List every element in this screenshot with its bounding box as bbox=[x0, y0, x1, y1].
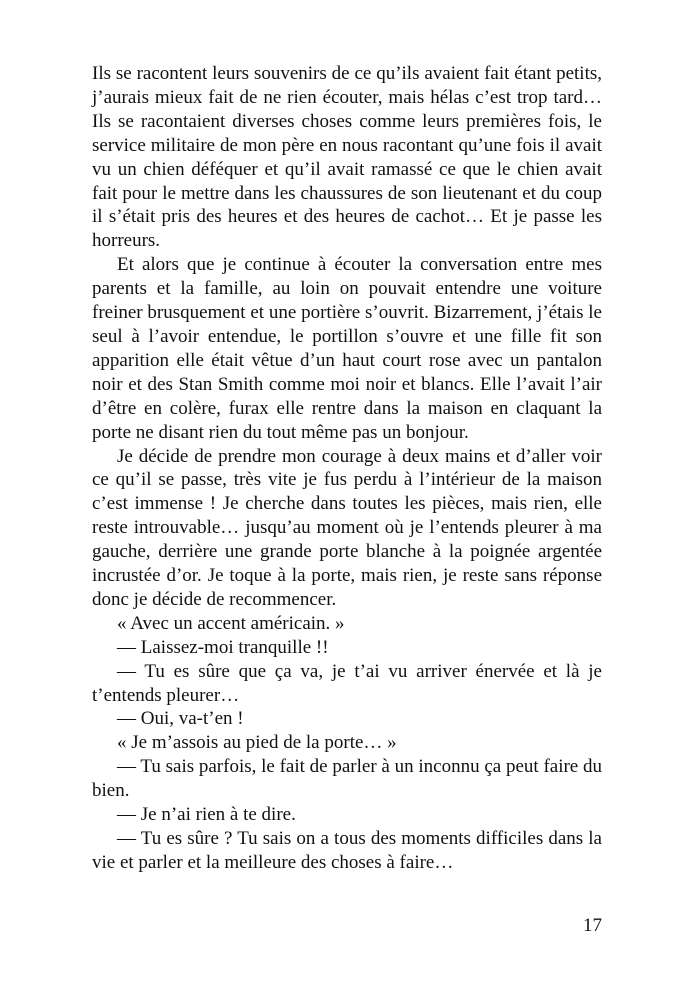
page-number: 17 bbox=[583, 915, 602, 936]
dialogue-line: — Tu es sûre ? Tu sais on a tous des moments difficiles dans la vie et parler et la meilleure des choses à faire… bbox=[92, 828, 602, 873]
dialogue-line: — Tu sais parfois, le fait de parler à un inconnu ça peut faire du bien. bbox=[92, 756, 602, 802]
dialogue-line: — Je n’ai rien à te dire. bbox=[117, 804, 296, 826]
page-body bbox=[92, 62, 602, 875]
narration-line: « Avec un accent américain. » bbox=[117, 612, 345, 634]
dialogue-line: — Tu es sûre que ça va, je t’ai vu arriver énervée et là je t’entends pleurer… bbox=[92, 660, 602, 706]
dialogue-line: — Laissez-moi tranquille !! bbox=[117, 636, 329, 658]
paragraph: Et alors que je continue à écouter la conversation entre mes parents et la famille, au loin on pouvait entendre une voiture freiner brusquement et une portière s’ouvrit. Bizarrement, j’étais le seul à l’avoir entendue, le portillon s’ouvre et une fille fit son apparition elle était vêtue d’un haut court rose avec un pantalon noir et des Stan Smith comme moi noir et blancs. Elle l’avait l’air d’être en colère, furax elle rentre dans la maison en claquant la porte ne disant rien du tout même pas un bonjour. bbox=[92, 254, 602, 443]
paragraph: Je décide de prendre mon courage à deux mains et d’aller voir ce qu’il se passe, très vite je fus perdu à l’intérieur de la maison c’est immense ! Je cherche dans toutes les pièces, mais rien, elle reste introuvable… jusqu’au moment où je l’entends pleurer à ma gauche, derrière une grande porte blanche à la poignée argentée incrustée d’or. Je toque à la porte, mais rien, je reste sans réponse donc je décide de recommencer. bbox=[92, 445, 602, 610]
paragraph: Ils se racontent leurs souvenirs de ce qu’ils avaient fait étant petits, j’aurais mieux fait de ne rien écouter, mais hélas c’est trop tard… Ils se racontaient diverses choses comme leurs premières fois, le service militaire de mon père en nous racontant qu’une fois il avait vu un chien déféquer et qu’il avait ramassé ce que le chien avait fait pour le mettre dans les chaussures de son lieutenant et du coup il s’était pris des heures et des heures de cachot… Et je passe les horreurs. bbox=[92, 63, 602, 252]
dialogue-line: — Oui, va-t’en ! bbox=[117, 708, 244, 730]
narration-line: « Je m’assois au pied de la porte… » bbox=[117, 732, 397, 754]
